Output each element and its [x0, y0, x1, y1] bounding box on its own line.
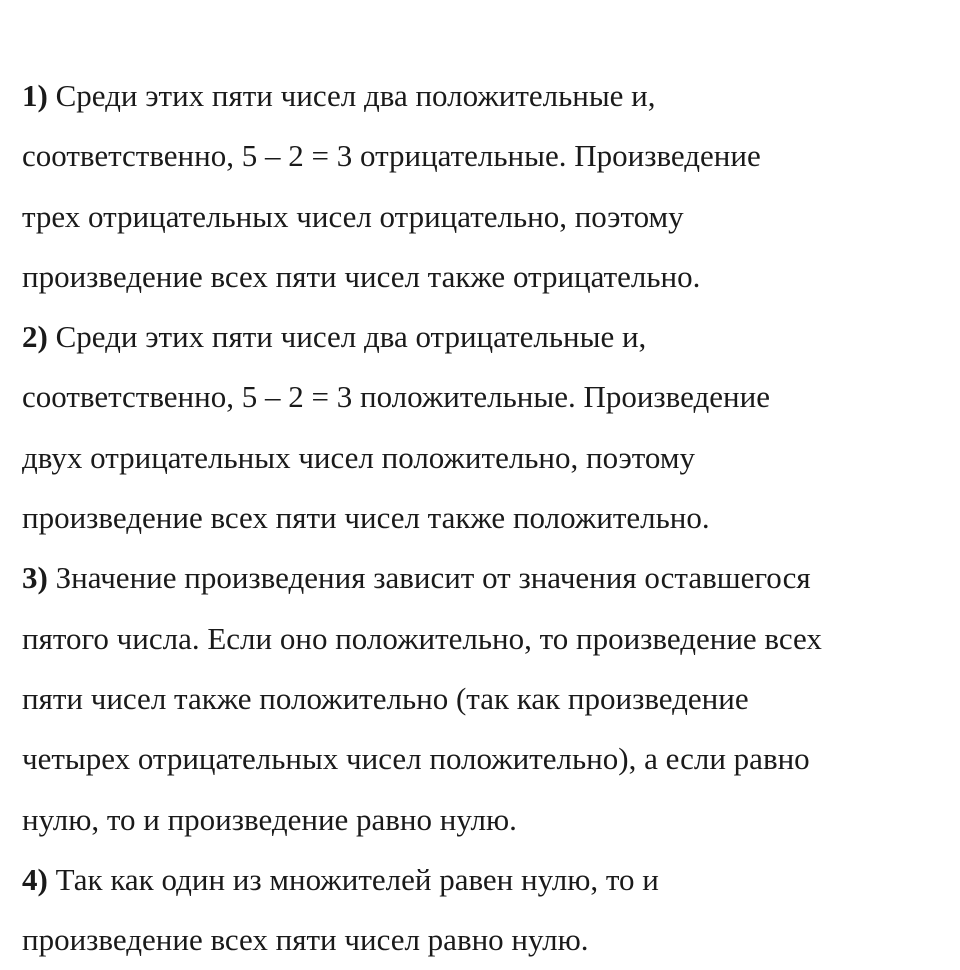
- item-2-line-4: произведение всех пяти чисел также положительно.: [22, 500, 710, 536]
- item-1-text: Среди этих пяти чисел два положительные и,: [47, 78, 656, 113]
- item-3-line-2: пятого числа. Если оно положительно, то произведение всех: [22, 620, 822, 656]
- item-2-text: Среди этих пяти чисел два отрицательные и,: [47, 319, 647, 355]
- item-1-line-4: произведение всех пяти чисел также отрицательно.: [22, 258, 701, 294]
- item-1-line-3: трех отрицательных чисел отрицательно, поэтому: [22, 198, 684, 234]
- item-2-number: 2): [22, 319, 48, 355]
- item-1-number: 1): [22, 78, 48, 113]
- solution-text: [22, 66, 942, 970]
- item-3-line-4: четырех отрицательных чисел положительно), а если равно: [22, 741, 810, 777]
- item-3-text: Значение произведения зависит от значения оставшегося: [47, 560, 811, 596]
- item-1-line-2: соответственно, 5 – 2 = 3 отрицательные. Произведение: [22, 138, 761, 174]
- item-4-text: Так как один из множителей равен нулю, то и: [47, 861, 659, 897]
- item-3-line-3: пяти чисел также положительно (так как произведение: [22, 680, 749, 716]
- item-3-line-5: нулю, то и произведение равно нулю.: [22, 801, 517, 837]
- item-4-line-1: [22, 850, 942, 910]
- item-3-line-1: [22, 548, 942, 608]
- item-4-number: 4): [22, 861, 48, 897]
- item-2-line-2: соответственно, 5 – 2 = 3 положительные. Произведение: [22, 379, 770, 415]
- item-2-line-3: двух отрицательных чисел положительно, поэтому: [22, 439, 695, 475]
- item-4-line-2: произведение всех пяти чисел равно нулю.: [22, 922, 589, 958]
- item-3-number: 3): [22, 560, 48, 596]
- item-1-line-1: [22, 66, 942, 126]
- item-2-line-1: [22, 307, 942, 367]
